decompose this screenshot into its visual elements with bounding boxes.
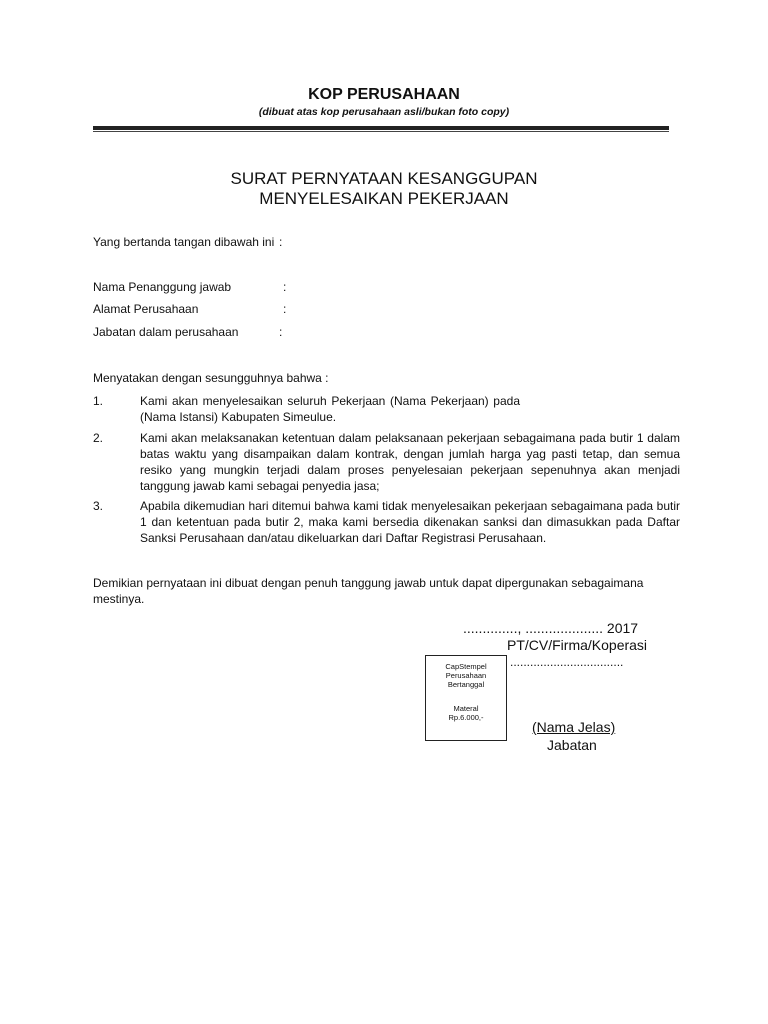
list-item-number: 2. (93, 431, 104, 445)
signature-position: Jabatan (547, 737, 597, 753)
field-colon-position: : (279, 325, 283, 339)
list-item-text: Kami akan menyelesaikan seluruh Pekerjaan (Nama Pekerjaan) pada (Nama Istansi) Kabupaten Simeulue. (140, 394, 520, 424)
document-title-line1: SURAT PERNYATAAN KESANGGUPAN (230, 169, 538, 188)
stamp-line: Bertanggal (447, 680, 485, 689)
list-item-text: Kami akan melaksanakan ketentuan dalam pelaksanaan pekerjaan sebagaimana pada butir 1 dalam batas waktu yang disampaikan dalam kontrak, dengan jumlah harga yag pasti tetap, dan semua resiko yang mungkin terjadi dalam proses penyelesaian pekerjaan sepenuhnya akan menjadi tanggung jawab kami sebagai penyedia jasa; (140, 431, 680, 493)
document-title-line2: MENYELESAIKAN PEKERJAAN (259, 189, 509, 208)
field-label-address: Alamat Perusahaan (93, 302, 199, 316)
stamp-box (425, 655, 507, 741)
field-colon-address: : (283, 302, 287, 316)
stamp-line: Materal (453, 704, 479, 713)
kop-subtitle: (dibuat atas kop perusahaan asli/bukan foto copy) (258, 106, 510, 118)
stamp-line: Perusahaan (445, 671, 487, 680)
intro-label: Yang bertanda tangan dibawah ini (93, 235, 275, 249)
signature-date: .............., .................... 2017 (463, 620, 639, 636)
list-item-text: Apabila dikemudian hari ditemui bahwa kami tidak menyelesaikan pekerjaan sebagaimana pada butir 1 dan ketentuan pada butir 2, maka kami bersedia dikenakan sanksi dan dimasukkan pada Daftar Sanksi Perusahaan dan/atau dikeluarkan dari Daftar Registrasi Perusahaan. (140, 499, 680, 545)
signature-company: PT/CV/Firma/Koperasi (507, 637, 648, 653)
field-colon-name: : (283, 280, 287, 294)
header-rule-thin (93, 131, 669, 132)
stamp-line: Rp.6.000,- (448, 713, 484, 722)
signature-name: (Nama Jelas) (532, 719, 616, 735)
statement-intro: Menyatakan dengan sesungguhnya bahwa : (93, 371, 329, 385)
list-item-number: 3. (93, 499, 104, 513)
kop-title: KOP PERUSAHAAN (308, 86, 460, 103)
list-item-number: 1. (93, 394, 104, 408)
header-rule-thick (93, 126, 669, 130)
closing-statement: Demikian pernyataan ini dibuat dengan penuh tanggung jawab untuk dapat dipergunakan sebagaimana mestinya. (93, 576, 644, 606)
signature-dots: .................................. (510, 655, 624, 669)
field-label-name: Nama Penanggung jawab (93, 280, 232, 294)
stamp-line: CapStempel (445, 662, 487, 671)
intro-colon: : (279, 235, 283, 249)
field-label-position: Jabatan dalam perusahaan (93, 325, 239, 339)
